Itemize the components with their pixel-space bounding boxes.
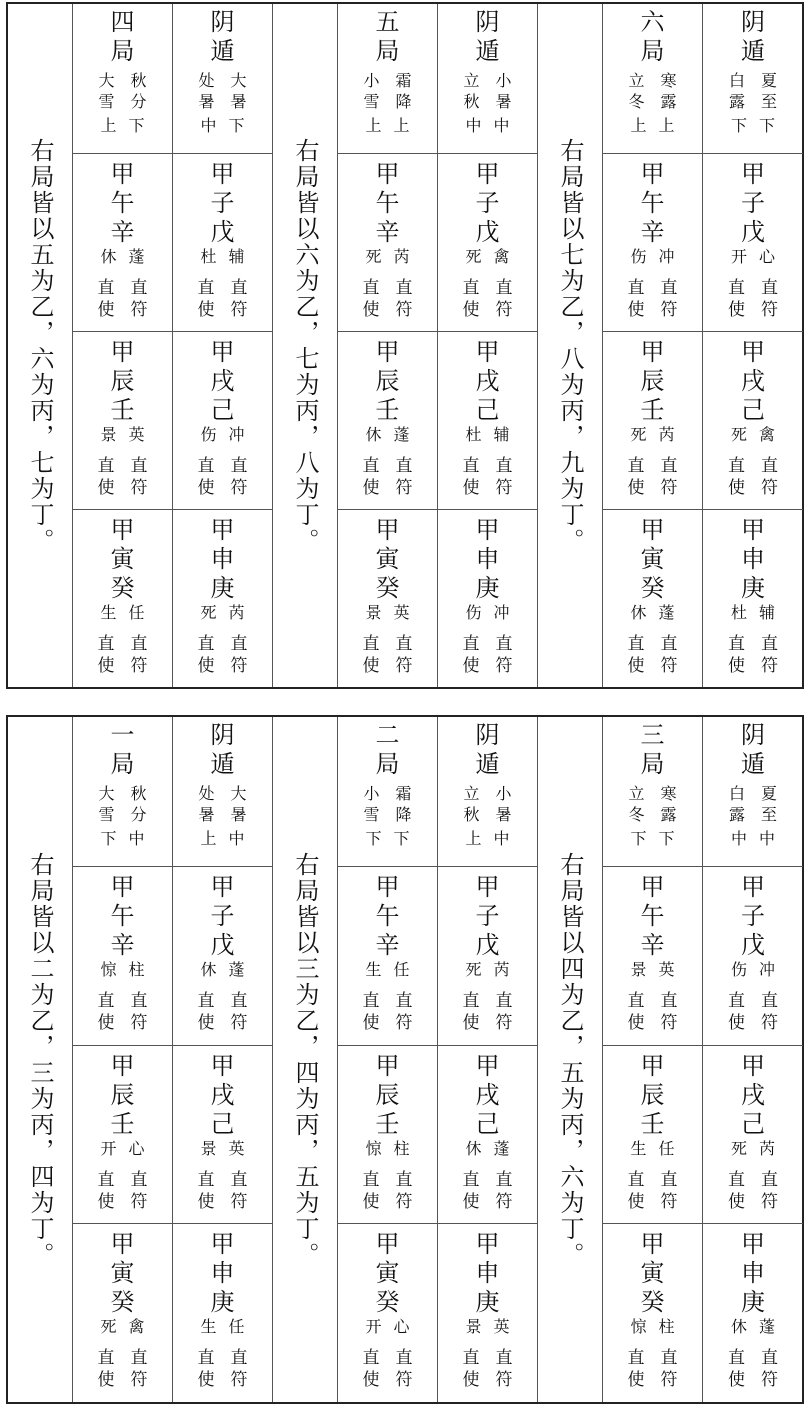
yuan-labels: 中 中 [730, 829, 776, 848]
group-ju6 [538, 4, 803, 687]
solar-terms: 立 冬 寒 露 [628, 71, 677, 111]
column-right [173, 4, 273, 687]
duty-labels: 直 使 直 符 [462, 1348, 513, 1391]
door-star: 生 任 [100, 603, 145, 622]
duty-labels: 直 使 直 符 [627, 456, 678, 498]
duty-labels: 直 使 直 符 [362, 1169, 413, 1212]
door-star: 开 心 [730, 247, 776, 266]
yuan-labels: 下 下 [630, 829, 675, 848]
yuan-labels: 中 中 [465, 116, 510, 135]
group-ju2 [273, 717, 538, 1402]
xun-cell: 甲 申 庚 生 任 直 使 直 符 [197, 1230, 248, 1391]
duty-labels: 直 使 直 符 [97, 991, 148, 1033]
door-star: 死 禽 [730, 425, 776, 444]
xun-cell: 甲 辰 壬 生 任 直 使 直 符 [603, 1046, 702, 1225]
door-star: 死 芮 [630, 425, 675, 444]
xun-cell: 甲 戌 己 死 芮 直 使 直 符 [703, 1046, 803, 1225]
door-star: 生 任 [365, 960, 410, 979]
door-star: 休 蓬 [200, 960, 245, 979]
column-header: 阴 遁 处 暑 大 暑 上 中 [173, 717, 272, 867]
xun-cell: 甲 辰 壬 休 蓬 直 使 直 符 [338, 332, 437, 510]
column-right [438, 717, 538, 1402]
column-header: 六 局 立 冬 寒 露 上 上 [603, 4, 702, 154]
duty-labels: 直 使 直 符 [627, 1348, 678, 1391]
column-right [703, 4, 803, 687]
duty-labels: 直 使 直 符 [197, 634, 248, 676]
group-ju4 [8, 4, 273, 687]
xun-cell: 甲 子 戊 杜 辅 直 使 直 符 [173, 154, 272, 332]
column-left [603, 717, 703, 1402]
door-star: 死 芮 [730, 1138, 776, 1158]
door-star: 休 蓬 [465, 1138, 510, 1158]
solar-terms: 大 雪 秋 分 [98, 71, 147, 111]
door-star: 休 蓬 [630, 603, 675, 622]
duty-labels: 直 使 直 符 [362, 278, 413, 320]
xun-cell: 甲 午 辛 死 芮 直 使 直 符 [338, 154, 437, 332]
door-star: 惊 柱 [365, 1138, 410, 1158]
xun-cell: 甲 申 庚 伤 冲 直 使 直 符 [462, 516, 513, 676]
solar-terms: 小 雪 霜 降 [363, 784, 412, 824]
yuan-labels: 上 上 [365, 116, 410, 135]
xun-cell: 甲 午 辛 惊 柱 直 使 直 符 [73, 867, 172, 1046]
column-header: 阴 遁 白 露 夏 至 下 下 [703, 4, 803, 154]
door-star: 开 心 [100, 1138, 145, 1158]
column-left [73, 4, 173, 687]
yuan-labels: 上 中 [465, 829, 510, 848]
door-star: 生 任 [630, 1138, 675, 1158]
door-star: 惊 柱 [100, 960, 145, 979]
duty-labels: 直 使 直 符 [97, 278, 148, 320]
door-star: 景 英 [100, 425, 145, 444]
door-star: 死 禽 [100, 1317, 145, 1337]
door-star: 惊 柱 [630, 1317, 675, 1337]
group-note: 右局皆以五为乙，六为丙，七为丁。 [8, 4, 73, 687]
column-right [703, 717, 803, 1402]
xun-cell: 甲 戌 己 杜 辅 直 使 直 符 [438, 332, 537, 510]
column-header: 一 局 大 雪 秋 分 下 中 [73, 717, 172, 867]
xun-cell: 甲 戌 己 休 蓬 直 使 直 符 [438, 1046, 537, 1225]
solar-terms: 立 秋 小 暑 [463, 71, 512, 111]
solar-terms: 小 雪 霜 降 [363, 71, 412, 111]
door-star: 生 任 [200, 1317, 245, 1337]
duty-labels: 直 使 直 符 [627, 634, 678, 676]
xun-cell: 甲 辰 壬 惊 柱 直 使 直 符 [338, 1046, 437, 1225]
bottom-table-panel [6, 715, 804, 1404]
duty-labels: 直 使 直 符 [728, 991, 778, 1033]
solar-terms: 立 冬 寒 露 [628, 784, 677, 824]
duty-labels: 直 使 直 符 [627, 278, 678, 320]
door-star: 死 禽 [465, 247, 510, 266]
column-header: 二 局 小 雪 霜 降 下 下 [338, 717, 437, 867]
door-star: 死 芮 [365, 247, 410, 266]
door-star: 死 芮 [465, 960, 510, 979]
yuan-labels: 中 下 [200, 116, 245, 135]
door-star: 开 心 [365, 1317, 410, 1337]
xun-cell: 甲 辰 壬 开 心 直 使 直 符 [73, 1046, 172, 1225]
column-header: 四 局 大 雪 秋 分 上 下 [73, 4, 172, 154]
duty-labels: 直 使 直 符 [97, 456, 148, 498]
column-header: 阴 遁 立 秋 小 暑 中 中 [438, 4, 537, 154]
door-star: 伤 冲 [465, 603, 510, 622]
door-star: 杜 辅 [730, 603, 776, 622]
duty-labels: 直 使 直 符 [97, 634, 148, 676]
xun-cell: 甲 子 戊 死 芮 直 使 直 符 [438, 867, 537, 1046]
door-star: 杜 辅 [200, 247, 245, 266]
duty-labels: 直 使 直 符 [728, 1348, 778, 1391]
column-right [173, 717, 273, 1402]
duty-labels: 直 使 直 符 [362, 991, 413, 1033]
xun-cell: 甲 午 辛 景 英 直 使 直 符 [603, 867, 702, 1046]
yuan-labels: 上 下 [100, 116, 145, 135]
xun-cell: 甲 寅 癸 生 任 直 使 直 符 [97, 516, 148, 676]
column-header: 阴 遁 白 露 夏 至 中 中 [703, 717, 803, 867]
group-ju5 [273, 4, 538, 687]
xun-cell: 甲 午 辛 伤 冲 直 使 直 符 [603, 154, 702, 332]
duty-labels: 直 使 直 符 [728, 456, 778, 498]
duty-labels: 直 使 直 符 [362, 1348, 413, 1391]
solar-terms: 处 暑 大 暑 [198, 71, 247, 111]
door-star: 休 蓬 [730, 1317, 776, 1337]
xun-cell: 甲 寅 癸 休 蓬 直 使 直 符 [627, 516, 678, 676]
door-star: 休 蓬 [100, 247, 145, 266]
yuan-labels: 下 下 [730, 116, 776, 135]
xun-cell: 甲 子 戊 开 心 直 使 直 符 [703, 154, 803, 332]
column-left [603, 4, 703, 687]
xun-cell: 甲 戌 己 景 英 直 使 直 符 [173, 1046, 272, 1225]
group-note: 右局皆以七为乙，八为丙，九为丁。 [538, 4, 603, 687]
duty-labels: 直 使 直 符 [627, 1169, 678, 1212]
group-note: 右局皆以四为乙，五为丙，六为丁。 [538, 717, 603, 1402]
duty-labels: 直 使 直 符 [197, 1169, 248, 1212]
top-table-panel [6, 2, 804, 689]
group-ju1 [8, 717, 273, 1402]
xun-cell: 甲 子 戊 伤 冲 直 使 直 符 [703, 867, 803, 1046]
solar-terms: 立 秋 小 暑 [463, 784, 512, 824]
xun-cell: 甲 子 戊 休 蓬 直 使 直 符 [173, 867, 272, 1046]
duty-labels: 直 使 直 符 [197, 1348, 248, 1391]
duty-labels: 直 使 直 符 [462, 456, 513, 498]
solar-terms: 白 露 夏 至 [729, 784, 778, 824]
xun-cell: 甲 申 庚 杜 辅 直 使 直 符 [728, 516, 778, 676]
group-note: 右局皆以六为乙，七为丙，八为丁。 [273, 4, 338, 687]
duty-labels: 直 使 直 符 [97, 1169, 148, 1212]
xun-cell: 甲 辰 壬 死 芮 直 使 直 符 [603, 332, 702, 510]
duty-labels: 直 使 直 符 [462, 278, 513, 320]
door-star: 景 英 [630, 960, 675, 979]
xun-cell: 甲 寅 癸 景 英 直 使 直 符 [362, 516, 413, 676]
door-star: 景 英 [365, 603, 410, 622]
duty-labels: 直 使 直 符 [97, 1348, 148, 1391]
column-left [338, 4, 438, 687]
xun-cell: 甲 寅 癸 死 禽 直 使 直 符 [97, 1230, 148, 1391]
xun-cell: 甲 申 庚 死 芮 直 使 直 符 [197, 516, 248, 676]
duty-labels: 直 使 直 符 [197, 278, 248, 320]
xun-cell: 甲 寅 癸 惊 柱 直 使 直 符 [627, 1230, 678, 1391]
duty-labels: 直 使 直 符 [197, 456, 248, 498]
xun-cell: 甲 寅 癸 开 心 直 使 直 符 [362, 1230, 413, 1391]
duty-labels: 直 使 直 符 [462, 1169, 513, 1212]
column-left [338, 717, 438, 1402]
duty-labels: 直 使 直 符 [362, 634, 413, 676]
xun-cell: 甲 戌 己 死 禽 直 使 直 符 [703, 332, 803, 510]
door-star: 伤 冲 [730, 960, 776, 979]
duty-labels: 直 使 直 符 [728, 278, 778, 320]
group-note: 右局皆以三为乙，四为丙，五为丁。 [273, 717, 338, 1402]
yuan-labels: 下 下 [365, 829, 410, 848]
column-left [73, 717, 173, 1402]
duty-labels: 直 使 直 符 [728, 634, 778, 676]
column-header: 三 局 立 冬 寒 露 下 下 [603, 717, 702, 867]
door-star: 景 英 [465, 1317, 510, 1337]
solar-terms: 白 露 夏 至 [729, 71, 778, 111]
xun-cell: 甲 辰 壬 景 英 直 使 直 符 [73, 332, 172, 510]
door-star: 伤 冲 [200, 425, 245, 444]
duty-labels: 直 使 直 符 [362, 456, 413, 498]
yuan-labels: 下 中 [100, 829, 145, 848]
duty-labels: 直 使 直 符 [462, 991, 513, 1033]
xun-cell: 甲 申 庚 景 英 直 使 直 符 [462, 1230, 513, 1391]
door-star: 景 英 [200, 1138, 245, 1158]
group-note: 右局皆以二为乙，三为丙，四为丁。 [8, 717, 73, 1402]
door-star: 死 芮 [200, 603, 245, 622]
xun-cell: 甲 子 戊 死 禽 直 使 直 符 [438, 154, 537, 332]
solar-terms: 大 雪 秋 分 [98, 784, 147, 824]
duty-labels: 直 使 直 符 [627, 991, 678, 1033]
yuan-labels: 上 中 [200, 829, 245, 848]
xun-cell: 甲 申 庚 休 蓬 直 使 直 符 [728, 1230, 778, 1391]
duty-labels: 直 使 直 符 [728, 1169, 778, 1212]
xun-cell: 甲 午 辛 休 蓬 直 使 直 符 [73, 154, 172, 332]
duty-labels: 直 使 直 符 [197, 991, 248, 1033]
solar-terms: 处 暑 大 暑 [198, 784, 247, 824]
xun-cell: 甲 午 辛 生 任 直 使 直 符 [338, 867, 437, 1046]
group-ju3 [538, 717, 803, 1402]
column-right [438, 4, 538, 687]
yuan-labels: 上 上 [630, 116, 675, 135]
door-star: 休 蓬 [365, 425, 410, 444]
xun-cell: 甲 戌 己 伤 冲 直 使 直 符 [173, 332, 272, 510]
duty-labels: 直 使 直 符 [462, 634, 513, 676]
door-star: 杜 辅 [465, 425, 510, 444]
door-star: 伤 冲 [630, 247, 675, 266]
column-header: 五 局 小 雪 霜 降 上 上 [338, 4, 437, 154]
column-header: 阴 遁 立 秋 小 暑 上 中 [438, 717, 537, 867]
column-header: 阴 遁 处 暑 大 暑 中 下 [173, 4, 272, 154]
